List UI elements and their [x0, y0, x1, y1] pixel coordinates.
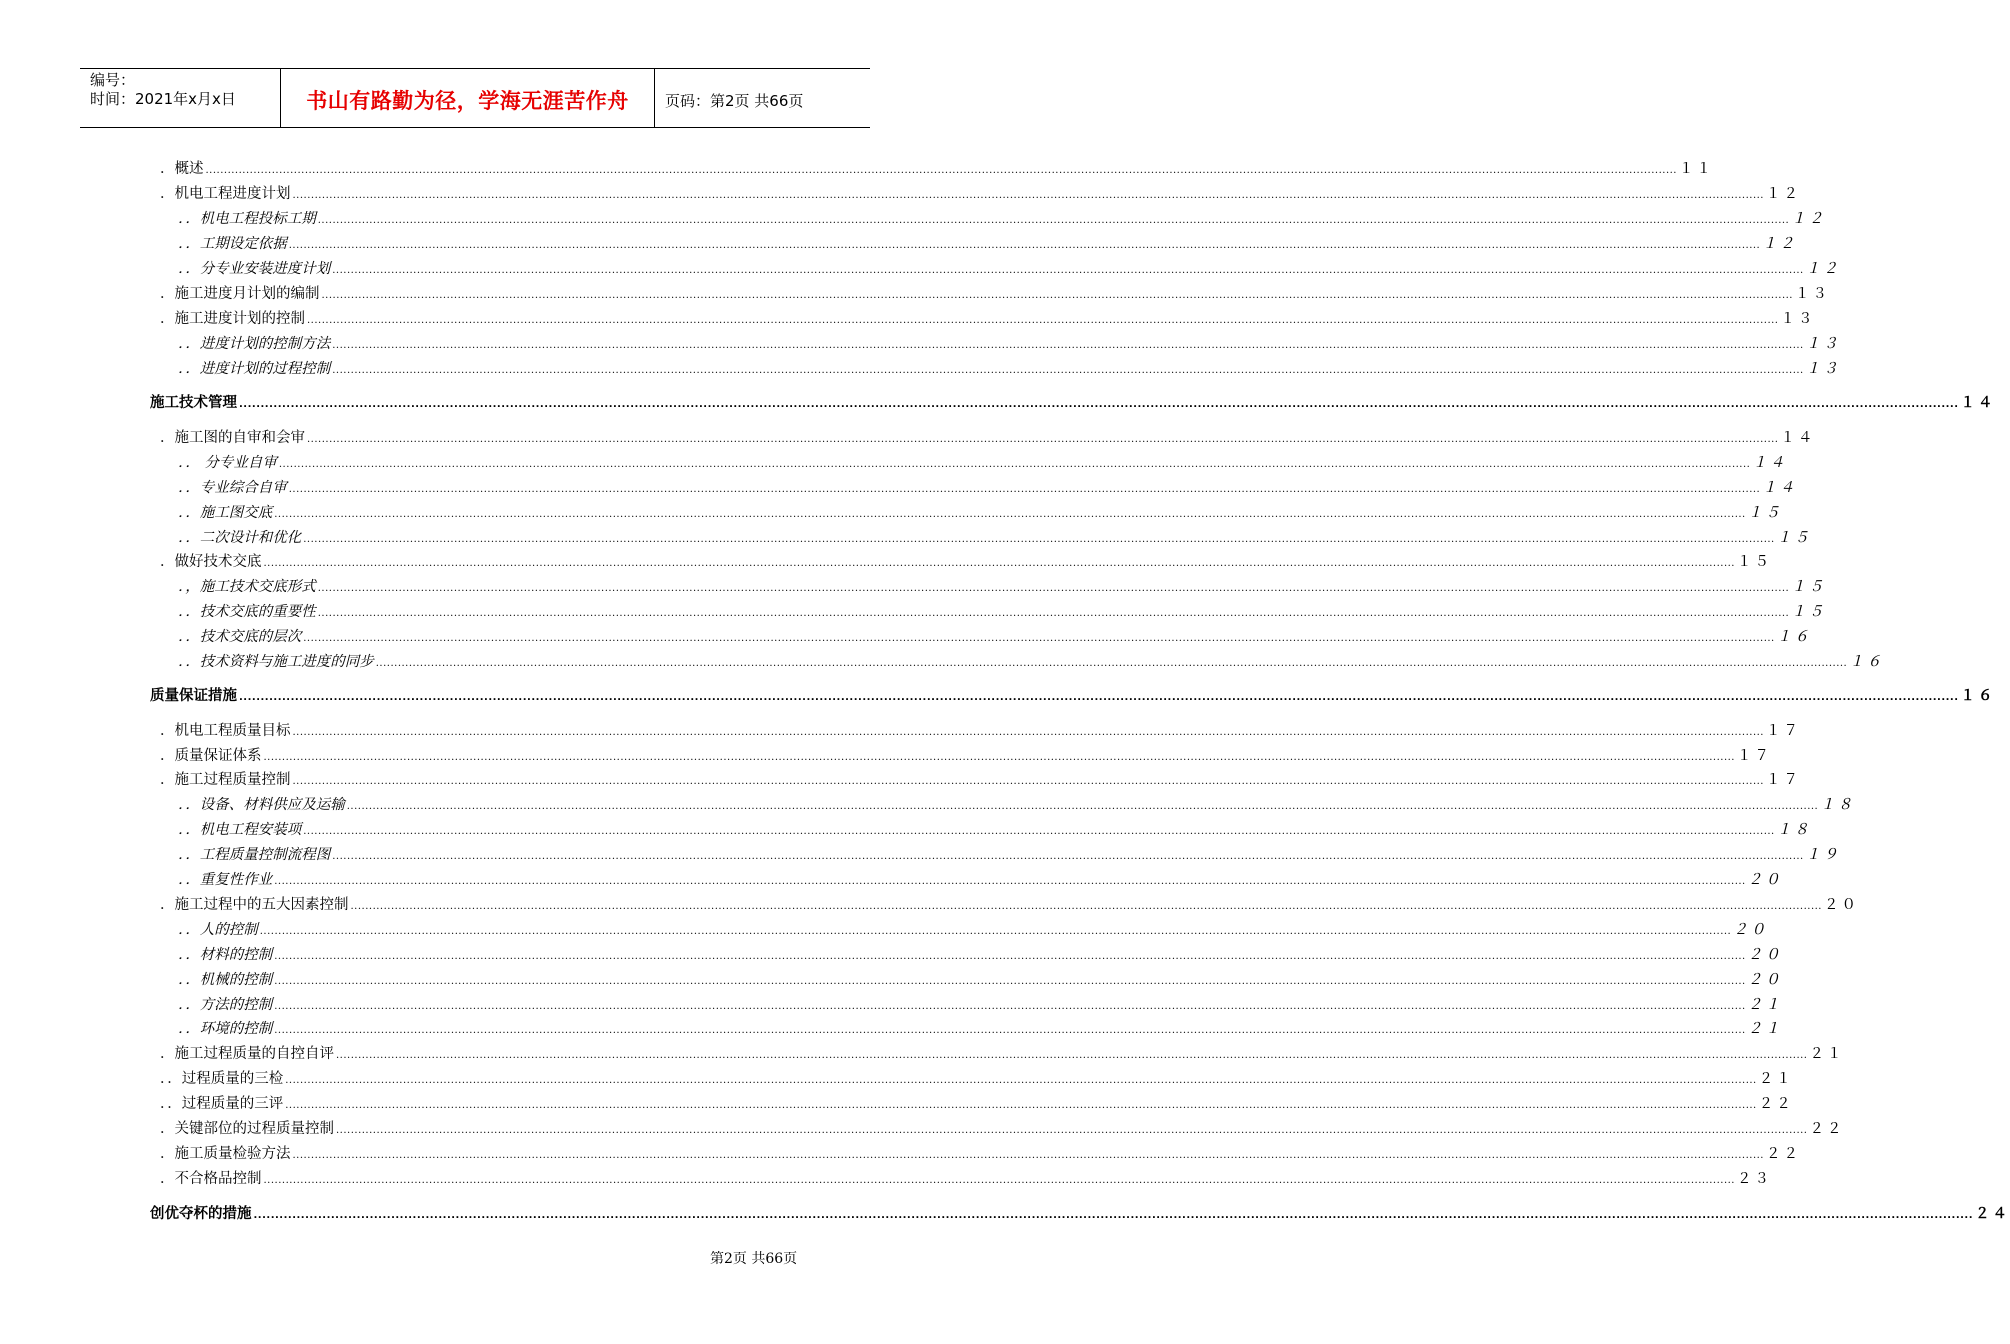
toc-entry-title: ．．方法的控制 [178, 997, 273, 1013]
toc-entry[interactable] [160, 769, 1801, 789]
toc-entry-title: ．．环境的控制 [178, 1021, 273, 1037]
toc-entry[interactable] [178, 477, 1798, 497]
toc-entry-title: ．关键部位的过程质量控制 [160, 1121, 334, 1137]
toc-entry[interactable] [178, 576, 1827, 596]
toc-leader-dots: ................................................................................................................................................................................................................................................................................................................................................................................................................ [263, 752, 1735, 763]
toc-entry[interactable] [178, 944, 1783, 964]
toc-entry[interactable] [160, 1068, 1794, 1088]
toc-entry-title: ．．工期设定依据 [178, 236, 287, 252]
toc-entry[interactable] [160, 1043, 1845, 1063]
toc-entry[interactable] [178, 527, 1812, 547]
toc-leader-dots: ................................................................................................................................................................................................................................................................................................................................................................................................................ [332, 340, 1804, 351]
toc-entry-page: １３ [1794, 286, 1830, 302]
toc-entry-page: １３ [1805, 336, 1841, 352]
toc-leader-dots: ................................................................................................................................................................................................................................................................................................................................................................................................................ [321, 290, 1793, 301]
toc-entry[interactable] [178, 969, 1783, 989]
toc-entry-page: １８ [1820, 797, 1856, 813]
toc-entry[interactable] [178, 794, 1856, 814]
toc-entry[interactable] [160, 1118, 1845, 1138]
toc-entry-page: １４ [1762, 480, 1798, 496]
toc-entry-page: ２０ [1747, 947, 1783, 963]
toc-entry[interactable] [160, 427, 1816, 447]
toc-entry-title: ．概述 [160, 161, 204, 177]
toc-entry-page: １５ [1791, 604, 1827, 620]
toc-entry[interactable] [178, 452, 1788, 472]
toc-leader-dots: ................................................................................................................................................................................................................................................................................................................................................................................................................ [332, 265, 1804, 276]
toc-leader-dots: ................................................................................................................................................................................................................................................................................................................................................................................................................ [317, 215, 1790, 226]
toc-entry-page: ２１ [1747, 997, 1783, 1013]
toc-entry-title: ．．技术资料与施工进度的同步 [178, 654, 374, 670]
toc-entry[interactable] [160, 158, 1714, 178]
toc-entry-title: ．．设备、材料供应及运输 [178, 797, 345, 813]
toc-entry[interactable] [178, 358, 1841, 378]
toc-entry-title: ．施工过程中的五大因素控制 [160, 897, 349, 913]
toc-entry-page: ２１ [1747, 1021, 1783, 1037]
toc-leader-dots: ................................................................................................................................................................................................................................................................................................................................................................................................................ [288, 240, 1761, 251]
toc-leader-dots: ................................................................................................................................................................................................................................................................................................................................................................................................................ [263, 1175, 1735, 1186]
toc-leader-dots: ................................................................................................................................................................................................................................................................................................................................................................................................................ [274, 1025, 1746, 1036]
toc-entry-page: ２０ [1747, 972, 1783, 988]
toc-entry[interactable] [160, 745, 1772, 765]
toc-entry-page: １９ [1805, 847, 1841, 863]
toc-leader-dots: ................................................................................................................................................................................................................................................................................................................................................................................................................ [307, 315, 1779, 326]
toc-entry[interactable] [160, 551, 1772, 571]
toc-entry-page: ２４ [1975, 1206, 2010, 1222]
toc-entry-page: ２２ [1758, 1096, 1794, 1112]
toc-entry-page: １３ [1805, 361, 1841, 377]
toc-entry[interactable] [178, 651, 1885, 671]
toc-entry-page: ２２ [1809, 1121, 1845, 1137]
toc-leader-dots: ................................................................................................................................................................................................................................................................................................................................................................................................................ [292, 776, 1764, 787]
toc-entry-title: ．．施工图交底 [178, 505, 273, 521]
toc-leader-dots: ................................................................................................................................................................................................................................................................................................................................................................................................................ [336, 1050, 1808, 1061]
toc-entry-title: ．． 分专业自审 [178, 455, 277, 471]
toc-leader-dots: ................................................................................................................................................................................................................................................................................................................................................................................................................ [288, 484, 1761, 495]
toc-entry-title: 创优夺杯的措施 [150, 1206, 252, 1222]
toc-entry-page: １７ [1765, 723, 1801, 739]
toc-entry-page: １６ [1849, 654, 1885, 670]
toc-entry-page: １７ [1765, 772, 1801, 788]
toc-entry-title: ．机电工程质量目标 [160, 723, 291, 739]
toc-entry[interactable] [160, 720, 1801, 740]
toc-leader-dots: ................................................................................................................................................................................................................................................................................................................................................................................................................ [253, 1210, 1974, 1221]
toc-leader-dots: ................................................................................................................................................................................................................................................................................................................................................................................................................ [274, 876, 1746, 887]
toc-entry[interactable] [160, 894, 1859, 914]
toc-entry-title: ．．材料的控制 [178, 947, 273, 963]
toc-leader-dots: ................................................................................................................................................................................................................................................................................................................................................................................................................ [259, 926, 1732, 937]
toc-entry[interactable] [178, 844, 1841, 864]
header-page-info: 页码：第2页 共66页 [665, 91, 804, 110]
toc-leader-dots: ................................................................................................................................................................................................................................................................................................................................................................................................................ [285, 1100, 1757, 1111]
toc-entry[interactable] [178, 258, 1841, 278]
toc-entry-page: １５ [1736, 554, 1772, 570]
toc-entry-title: ．．机电工程投标工期 [178, 211, 316, 227]
toc-entry[interactable] [160, 1168, 1772, 1188]
toc-entry-title: ．做好技术交底 [160, 554, 262, 570]
toc-leader-dots: ................................................................................................................................................................................................................................................................................................................................................................................................................ [274, 509, 1746, 520]
toc-entry-title: ．，施工技术交底形式 [178, 579, 316, 595]
toc-entry[interactable] [160, 183, 1801, 203]
toc-entry-page: １４ [1960, 395, 1996, 411]
toc-entry-title: ．不合格品控制 [160, 1171, 262, 1187]
toc-entry-title: ．．工程质量控制流程图 [178, 847, 331, 863]
toc-entry[interactable] [178, 208, 1827, 228]
toc-entry-page: １５ [1776, 530, 1812, 546]
toc-entry-page: １４ [1752, 455, 1788, 471]
toc-leader-dots: ................................................................................................................................................................................................................................................................................................................................................................................................................ [292, 1150, 1764, 1161]
toc-leader-dots: ................................................................................................................................................................................................................................................................................................................................................................................................................ [274, 951, 1746, 962]
toc-leader-dots: ................................................................................................................................................................................................................................................................................................................................................................................................................ [263, 558, 1735, 569]
toc-entry-title: ．．二次设计和优化 [178, 530, 302, 546]
toc-entry-title: ．．机电工程安装项 [178, 822, 302, 838]
toc-entry-title: ．．技术交底的重要性 [178, 604, 316, 620]
toc-entry-page: ２１ [1809, 1046, 1845, 1062]
header-meta [80, 69, 281, 127]
toc-entry-page: １２ [1762, 236, 1798, 252]
toc-entry-title: ．．专业综合自审 [178, 480, 287, 496]
toc-leader-dots: ................................................................................................................................................................................................................................................................................................................................................................................................................ [336, 1125, 1808, 1136]
toc-leader-dots: ................................................................................................................................................................................................................................................................................................................................................................................................................ [346, 801, 1819, 812]
toc-entry-page: １４ [1780, 430, 1816, 446]
toc-entry[interactable] [160, 1093, 1794, 1113]
toc-entry-title: ．．过程质量的三评 [160, 1096, 284, 1112]
toc-entry[interactable] [178, 994, 1783, 1014]
toc-leader-dots: ................................................................................................................................................................................................................................................................................................................................................................................................................ [278, 459, 1751, 470]
toc-heading[interactable] [150, 392, 1996, 412]
number-label: 编号： [90, 71, 136, 89]
toc-leader-dots: ................................................................................................................................................................................................................................................................................................................................................................................................................ [332, 365, 1804, 376]
toc-entry[interactable] [178, 601, 1827, 621]
toc-entry-title: ．施工进度月计划的编制 [160, 286, 320, 302]
toc-entry-title: ．施工图的自审和会审 [160, 430, 305, 446]
toc-entry-page: １２ [1805, 261, 1841, 277]
toc-entry[interactable] [178, 919, 1769, 939]
toc-entry[interactable] [178, 1018, 1783, 1038]
toc-entry-page: １１ [1678, 161, 1714, 177]
toc-entry[interactable] [178, 869, 1783, 889]
toc-entry-page: ２２ [1765, 1146, 1801, 1162]
toc-entry[interactable] [178, 333, 1841, 353]
toc-entry[interactable] [178, 233, 1798, 253]
toc-entry-title: ．．进度计划的控制方法 [178, 336, 331, 352]
toc-leader-dots: ................................................................................................................................................................................................................................................................................................................................................................................................................ [239, 399, 1959, 410]
toc-leader-dots: ................................................................................................................................................................................................................................................................................................................................................................................................................ [303, 534, 1775, 545]
toc-leader-dots: ................................................................................................................................................................................................................................................................................................................................................................................................................ [375, 658, 1848, 669]
toc-entry-page: ２０ [1823, 897, 1859, 913]
toc-entry[interactable] [160, 308, 1816, 328]
toc-entry-title: 质量保证措施 [150, 688, 237, 704]
toc-entry-page: ２３ [1736, 1171, 1772, 1187]
toc-entry-title: ．．分专业安装进度计划 [178, 261, 331, 277]
toc-entry-title: ．施工进度计划的控制 [160, 311, 305, 327]
toc-leader-dots: ................................................................................................................................................................................................................................................................................................................................................................................................................ [292, 727, 1764, 738]
toc-entry-page: １７ [1736, 748, 1772, 764]
toc-entry[interactable] [178, 502, 1783, 522]
toc-entry[interactable] [178, 819, 1812, 839]
toc-entry-title: ．施工过程质量的自控自评 [160, 1046, 334, 1062]
toc-leader-dots: ................................................................................................................................................................................................................................................................................................................................................................................................................ [239, 692, 1959, 703]
toc-leader-dots: ................................................................................................................................................................................................................................................................................................................................................................................................................ [274, 1001, 1746, 1012]
toc-entry-title: ．．进度计划的过程控制 [178, 361, 331, 377]
toc-entry-title: 施工技术管理 [150, 395, 237, 411]
toc-leader-dots: ................................................................................................................................................................................................................................................................................................................................................................................................................ [307, 434, 1779, 445]
toc-entry[interactable] [178, 626, 1812, 646]
toc-leader-dots: ................................................................................................................................................................................................................................................................................................................................................................................................................ [350, 901, 1822, 912]
toc-entry-page: １６ [1776, 629, 1812, 645]
toc-entry[interactable] [160, 283, 1830, 303]
toc-entry-title: ．．技术交底的层次 [178, 629, 302, 645]
toc-leader-dots: ................................................................................................................................................................................................................................................................................................................................................................................................................ [205, 165, 1677, 176]
toc-leader-dots: ................................................................................................................................................................................................................................................................................................................................................................................................................ [317, 583, 1790, 594]
page-header [80, 68, 870, 128]
toc-entry-page: １５ [1791, 579, 1827, 595]
toc-entry-title: ．施工质量检验方法 [160, 1146, 291, 1162]
toc-leader-dots: ................................................................................................................................................................................................................................................................................................................................................................................................................ [303, 633, 1775, 644]
time-label: 时间：2021年x月x日 [90, 90, 236, 108]
toc-entry-title: ．．人的控制 [178, 922, 258, 938]
toc-leader-dots: ................................................................................................................................................................................................................................................................................................................................................................................................................ [285, 1075, 1757, 1086]
toc-entry-page: １８ [1776, 822, 1812, 838]
toc-leader-dots: ................................................................................................................................................................................................................................................................................................................................................................................................................ [292, 190, 1764, 201]
toc-entry-page: １２ [1765, 186, 1801, 202]
toc-entry-title: ．质量保证体系 [160, 748, 262, 764]
toc-entry-title: ．．重复性作业 [178, 872, 273, 888]
toc-entry-title: ．机电工程进度计划 [160, 186, 291, 202]
toc-entry-title: ．施工过程质量控制 [160, 772, 291, 788]
toc-heading[interactable] [150, 685, 1996, 705]
toc-leader-dots: ................................................................................................................................................................................................................................................................................................................................................................................................................ [332, 851, 1804, 862]
toc-entry-page: ２０ [1747, 872, 1783, 888]
toc-entry-page: １５ [1747, 505, 1783, 521]
header-motto: 书山有路勤为径，学海无涯苦作舟 [281, 69, 655, 127]
toc-entry[interactable] [160, 1143, 1801, 1163]
toc-leader-dots: ................................................................................................................................................................................................................................................................................................................................................................................................................ [274, 976, 1746, 987]
page-footer: 第2页 共66页 [710, 1251, 798, 1267]
toc-leader-dots: ................................................................................................................................................................................................................................................................................................................................................................................................................ [303, 826, 1775, 837]
toc-entry-page: ２０ [1733, 922, 1769, 938]
toc-entry-page: １６ [1960, 688, 1996, 704]
toc-entry-title: ．．机械的控制 [178, 972, 273, 988]
toc-heading[interactable] [150, 1203, 2010, 1223]
toc-entry-title: ．．过程质量的三检 [160, 1071, 284, 1087]
toc-leader-dots: ................................................................................................................................................................................................................................................................................................................................................................................................................ [317, 608, 1790, 619]
toc-entry-page: ２１ [1758, 1071, 1794, 1087]
toc-entry-page: １３ [1780, 311, 1816, 327]
toc-entry-page: １２ [1791, 211, 1827, 227]
